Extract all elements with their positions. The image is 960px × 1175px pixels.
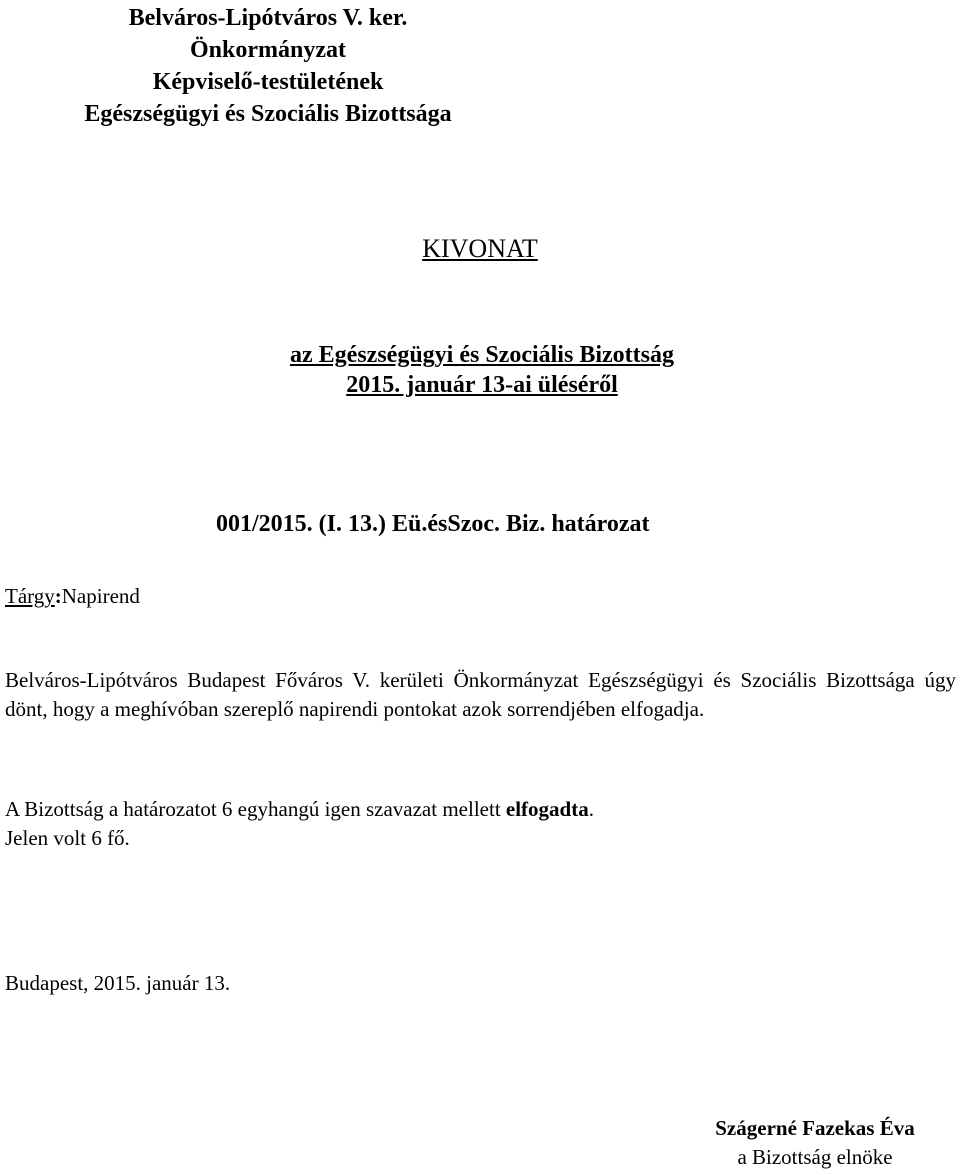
vote-prefix: A Bizottság a határozatot 6 egyhangú igen szavazat mellett [5, 797, 506, 821]
vote-sentence [5, 795, 594, 824]
vote-result [5, 795, 594, 853]
subject-colon: : [54, 584, 62, 608]
signatory-role: a Bizottság elnöke [737, 1145, 893, 1169]
header-line: Belváros-Lipótváros V. ker. [128, 5, 408, 31]
resolution-number: 001/2015. (I. 13.) Eü.ésSzoc. Biz. határozat [216, 511, 650, 537]
issuing-body-header [38, 2, 498, 130]
place-and-date: Budapest, 2015. január 13. [5, 971, 231, 995]
meeting-date: 2015. január 13-ai üléséről [346, 372, 618, 398]
subject-label: Tárgy [5, 584, 55, 608]
signatory-name: Szágerné Fazekas Éva [715, 1116, 915, 1140]
resolution-text: Belváros-Lipótváros Budapest Főváros V. kerületi Önkormányzat Egészségügyi és Szociális Bizottsága úgy dönt, hogy a meghívóban szereplő napirendi pontokat azok sorrendjében elfogadja. [5, 668, 956, 721]
header-line: Egészségügyi és Szociális Bizottsága [84, 101, 452, 127]
meeting-reference [240, 340, 724, 400]
signature-block [680, 1114, 950, 1172]
vote-outcome: elfogadta [505, 797, 589, 821]
subject-value: Napirend [61, 584, 140, 608]
vote-suffix: . [588, 797, 594, 821]
meeting-committee: az Egészségügyi és Szociális Bizottság [290, 342, 674, 368]
subject-line [5, 582, 140, 610]
header-line: Képviselő-testületének [152, 69, 384, 95]
document-title: KIVONAT [422, 234, 538, 263]
header-line: Önkormányzat [190, 37, 346, 63]
attendance: Jelen volt 6 fő. [5, 826, 130, 850]
